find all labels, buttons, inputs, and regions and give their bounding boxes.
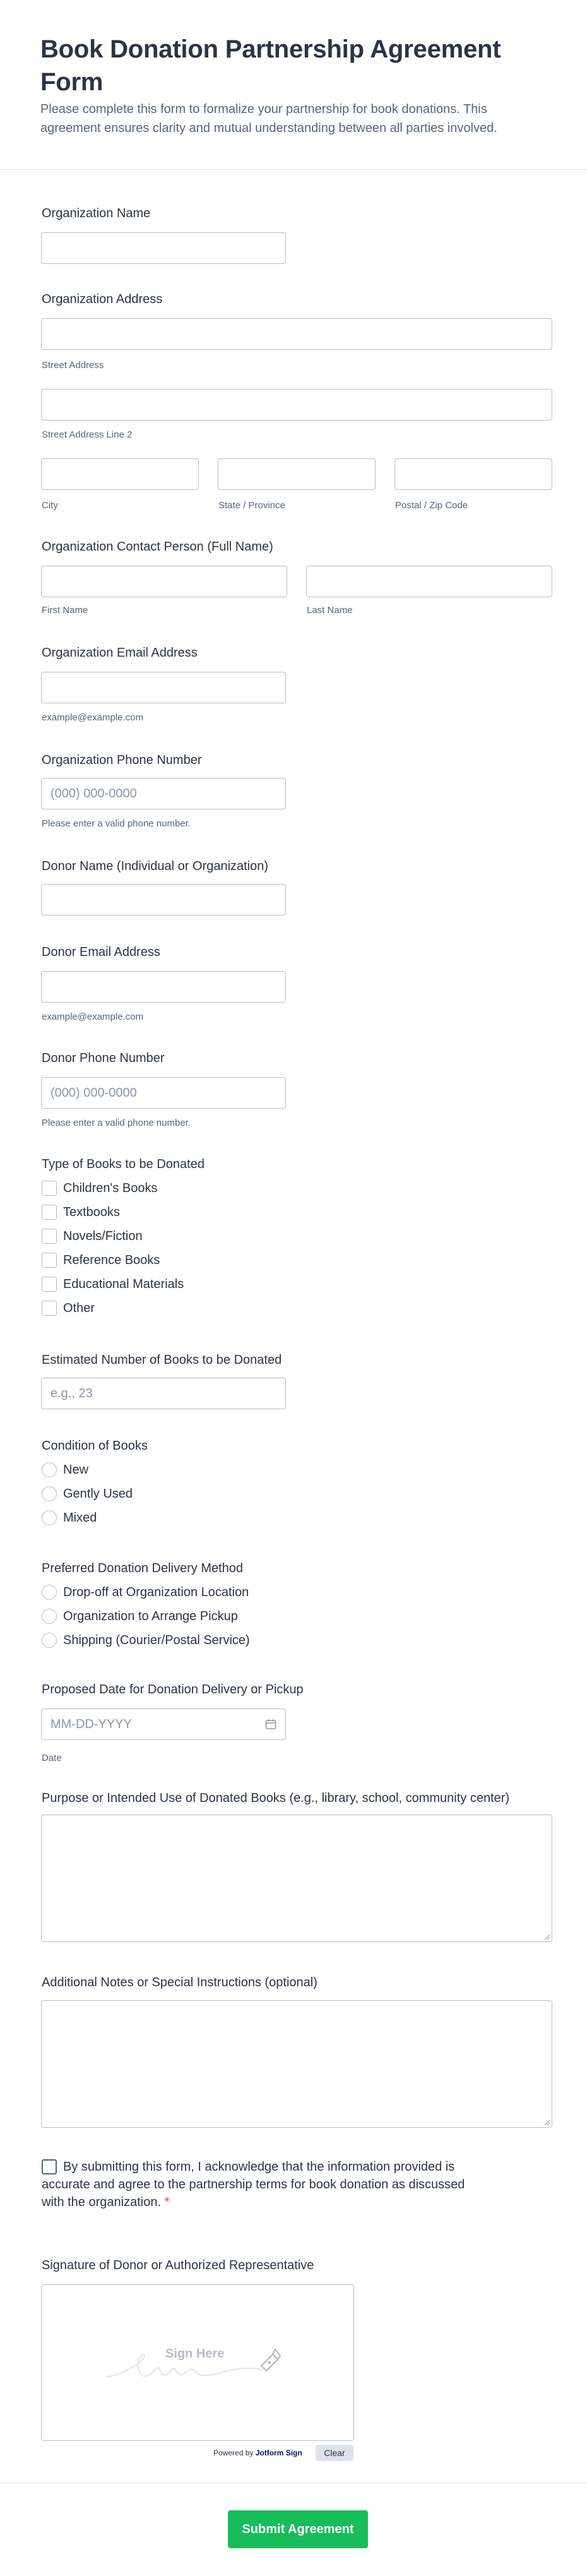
delivery-option-label: Drop-off at Organization Location [63, 1585, 249, 1599]
org-name-question [42, 206, 552, 221]
checkbox[interactable] [42, 1205, 57, 1220]
date-input[interactable] [41, 1708, 286, 1740]
date-label: Proposed Date for Donation Delivery or Pickup [42, 1683, 304, 1696]
condition-question [42, 1438, 552, 1525]
condition-option[interactable] [42, 1485, 133, 1503]
book-type-option[interactable] [42, 1203, 120, 1221]
donor-name-label: Donor Name (Individual or Organization) [42, 859, 269, 873]
condition-option-label: Mixed [63, 1510, 97, 1525]
delivery-option-label: Organization to Arrange Pickup [63, 1609, 238, 1623]
book-count-question [42, 1352, 552, 1400]
org-phone-label: Organization Phone Number [42, 753, 202, 767]
org-phone-question [42, 753, 552, 829]
condition-option[interactable] [42, 1461, 88, 1479]
purpose-textarea[interactable] [41, 1815, 552, 1942]
donor-phone-sublabel: Please enter a valid phone number. [42, 1118, 191, 1128]
checkbox[interactable] [42, 1253, 57, 1268]
donor-name-input[interactable] [41, 884, 286, 915]
delivery-option-label: Shipping (Courier/Postal Service) [63, 1633, 250, 1647]
condition-option-label: New [63, 1462, 89, 1477]
state-input[interactable] [218, 458, 376, 490]
street-address-line2-input[interactable] [41, 389, 552, 420]
checkbox[interactable] [42, 1277, 57, 1292]
signature-question [42, 2258, 552, 2458]
book-type-option-label: Other [63, 1301, 95, 1315]
radio[interactable] [42, 1462, 57, 1477]
delivery-question [42, 1561, 552, 1647]
donor-email-label: Donor Email Address [42, 945, 160, 959]
street-address-sublabel: Street Address [42, 360, 104, 371]
calendar-icon[interactable] [265, 1719, 276, 1730]
delivery-option[interactable] [42, 1583, 249, 1601]
street-address-line2-sublabel: Street Address Line 2 [42, 429, 133, 440]
zip-sublabel: Postal / Zip Code [395, 500, 468, 511]
checkbox[interactable] [42, 1229, 57, 1244]
donor-phone-question [42, 1051, 552, 1128]
date-placeholder: MM-DD-YYYY [50, 1717, 132, 1731]
resize-handle-icon[interactable] [543, 1933, 550, 1940]
powered-brand: Jotform Sign [255, 2448, 302, 2457]
form-title: Book Donation Partnership Agreement Form [40, 35, 501, 96]
form-subtitle: Please complete this form to formalize your partnership for book donations. This agreement ensures clarity and mutual understanding between all parties involved. [40, 102, 497, 135]
delivery-option[interactable] [42, 1607, 238, 1625]
powered-prefix: Powered by [213, 2448, 254, 2457]
zip-input[interactable] [394, 458, 552, 490]
consent-line-3 [42, 2193, 169, 2211]
org-email-label: Organization Email Address [42, 646, 198, 660]
org-email-input[interactable] [41, 672, 286, 703]
condition-label: Condition of Books [42, 1439, 148, 1453]
contact-person-question [42, 539, 552, 616]
contact-person-label: Organization Contact Person (Full Name) [42, 540, 273, 554]
condition-option[interactable] [42, 1509, 97, 1527]
consent-line-3-text: with the organization. [42, 2195, 162, 2209]
delivery-option[interactable] [42, 1631, 250, 1649]
book-type-option-label: Textbooks [63, 1205, 121, 1219]
city-sublabel: City [42, 500, 58, 511]
org-name-input[interactable] [41, 232, 286, 264]
signature-hint: Sign Here [165, 2347, 225, 2361]
book-types-question [42, 1157, 552, 1315]
book-type-option[interactable] [42, 1299, 95, 1317]
checkbox[interactable] [42, 1181, 57, 1196]
donor-email-question [42, 945, 552, 1022]
book-type-option[interactable] [42, 1251, 160, 1269]
state-sublabel: State / Province [218, 500, 285, 511]
submit-button[interactable]: Submit Agreement [228, 2510, 368, 2548]
org-phone-sublabel: Please enter a valid phone number. [42, 818, 191, 829]
book-count-label: Estimated Number of Books to be Donated [42, 1353, 282, 1367]
date-sublabel: Date [42, 1753, 62, 1763]
book-type-option-label: Educational Materials [63, 1277, 184, 1291]
org-name-label: Organization Name [42, 206, 151, 220]
book-type-option-label: Children's Books [63, 1181, 158, 1195]
org-address-label: Organization Address [42, 292, 163, 306]
first-name-input[interactable] [41, 566, 287, 597]
notes-question [42, 1975, 552, 1990]
book-type-option[interactable] [42, 1227, 143, 1245]
book-type-option-label: Novels/Fiction [63, 1229, 143, 1243]
radio[interactable] [42, 1510, 57, 1525]
required-mark: * [164, 2195, 170, 2209]
book-type-option[interactable] [42, 1275, 184, 1293]
radio[interactable] [42, 1609, 57, 1624]
donor-email-sublabel: example@example.com [42, 1011, 144, 1022]
radio[interactable] [42, 1585, 57, 1600]
book-type-option[interactable] [42, 1179, 157, 1197]
org-email-sublabel: example@example.com [42, 712, 144, 723]
signature-pad[interactable] [41, 2284, 354, 2441]
consent-line-2: accurate and agree to the partnership terms for book donation as discussed [42, 2178, 465, 2191]
checkbox[interactable] [42, 1301, 57, 1316]
street-address-input[interactable] [41, 318, 552, 350]
org-email-question [42, 645, 552, 723]
donor-phone-label: Donor Phone Number [42, 1051, 165, 1065]
notes-textarea[interactable] [41, 2000, 552, 2128]
book-count-input[interactable] [41, 1378, 286, 1409]
notes-label: Additional Notes or Special Instructions (optional) [42, 1976, 317, 1989]
last-name-input[interactable] [306, 566, 552, 597]
consent-checkbox[interactable] [42, 2159, 57, 2174]
donor-phone-input[interactable] [41, 1077, 286, 1109]
donor-email-input[interactable] [41, 971, 286, 1003]
radio[interactable] [42, 1633, 57, 1648]
book-type-option-label: Reference Books [63, 1253, 160, 1267]
radio[interactable] [42, 1486, 57, 1501]
powered-by [213, 2448, 302, 2457]
donor-phone-placeholder: (000) 000-0000 [50, 1086, 137, 1100]
form-header [0, 0, 587, 170]
condition-option-label: Gently Used [63, 1486, 133, 1501]
pen-icon [256, 2346, 283, 2372]
book-types-label: Type of Books to be Donated [42, 1157, 205, 1171]
org-address-question [42, 292, 552, 511]
purpose-label: Purpose or Intended Use of Donated Books (e.g., library, school, community center) [42, 1791, 510, 1805]
book-count-placeholder: e.g., 23 [50, 1386, 93, 1400]
consent-line-1: By submitting this form, I acknowledge that the information provided is [63, 2160, 455, 2174]
resize-handle-icon[interactable] [543, 2119, 550, 2125]
date-question [42, 1682, 552, 1763]
clear-signature-button[interactable]: Clear [316, 2445, 353, 2461]
org-phone-placeholder: (000) 000-0000 [50, 787, 137, 801]
first-name-sublabel: First Name [42, 605, 88, 616]
signature-label: Signature of Donor or Authorized Representative [42, 2258, 314, 2272]
purpose-question [42, 1791, 552, 1806]
last-name-sublabel: Last Name [307, 605, 353, 616]
org-phone-input[interactable] [41, 778, 286, 809]
donor-name-question [42, 859, 552, 874]
delivery-label: Preferred Donation Delivery Method [42, 1561, 244, 1575]
city-input[interactable] [41, 458, 199, 490]
